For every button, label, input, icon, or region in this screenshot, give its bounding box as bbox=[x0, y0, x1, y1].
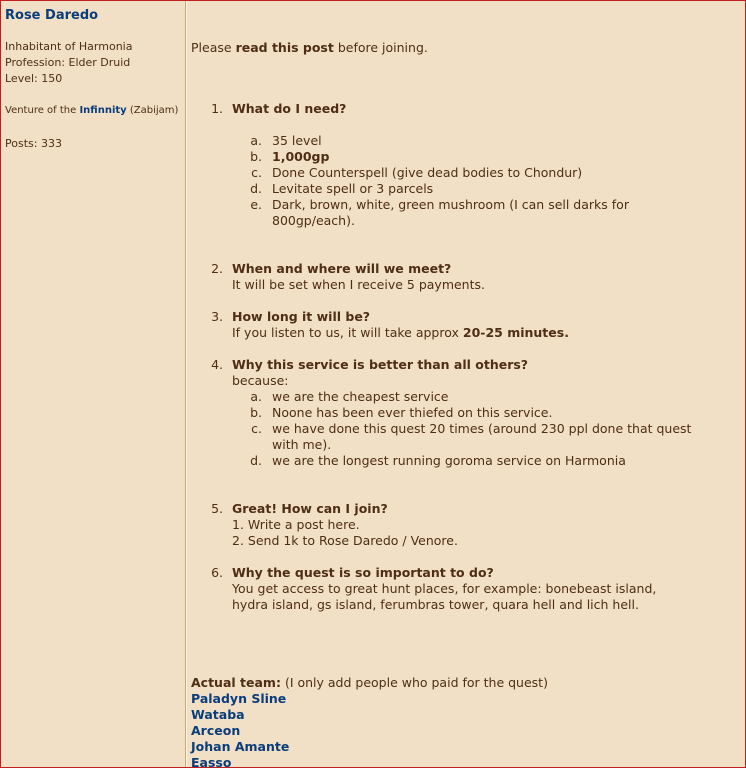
q1-number: 1. bbox=[211, 101, 223, 116]
q2-title: When and where will we meet? bbox=[232, 261, 452, 276]
venture-guild-link[interactable]: Infinnity bbox=[79, 105, 127, 116]
list-item: we are the cheapest service bbox=[272, 389, 449, 404]
list-letter: e. bbox=[250, 197, 262, 212]
q6-line: You get access to great hunt places, for example: bonebeast island, bbox=[232, 581, 657, 596]
team-member-link[interactable]: Johan Amante bbox=[191, 739, 290, 754]
author-post-count: Posts: 333 bbox=[5, 137, 62, 150]
list-item-continuation: 800gp/each). bbox=[272, 213, 355, 228]
list-letter: b. bbox=[250, 149, 262, 164]
author-venture bbox=[5, 105, 178, 116]
author-inhabitant: Inhabitant of Harmonia bbox=[5, 40, 133, 53]
author-level: Level: 150 bbox=[5, 72, 63, 85]
list-item: Done Counterspell (give dead bodies to Chondur) bbox=[272, 165, 583, 180]
intro-pre: Please bbox=[191, 40, 232, 55]
list-item: we are the longest running goroma service on Harmonia bbox=[272, 453, 626, 468]
team-heading bbox=[191, 675, 548, 691]
list-letter: a. bbox=[250, 133, 262, 148]
venture-suffix: (Zabijam) bbox=[129, 105, 179, 116]
q5-line: 1. Write a post here. bbox=[232, 517, 360, 532]
team-member-link[interactable]: Paladyn Sline bbox=[191, 691, 287, 706]
list-letter: b. bbox=[250, 405, 262, 420]
intro-bold: read this post bbox=[235, 40, 334, 55]
q6-line: hydra island, gs island, ferumbras tower, quara hell and lich hell. bbox=[232, 597, 639, 612]
q6-number: 6. bbox=[211, 565, 223, 580]
q4-title: Why this service is better than all others? bbox=[232, 357, 529, 372]
q5-number: 5. bbox=[211, 501, 223, 516]
intro-post: before joining. bbox=[337, 40, 428, 55]
author-profession: Profession: Elder Druid bbox=[5, 56, 131, 69]
q3-title: How long it will be? bbox=[232, 309, 371, 324]
venture-prefix: Venture of the bbox=[5, 105, 77, 116]
post-body bbox=[187, 1, 745, 767]
intro-line bbox=[191, 40, 428, 56]
list-item: 35 level bbox=[272, 133, 322, 148]
team-label: Actual team: bbox=[191, 675, 281, 690]
author-sidebar bbox=[1, 1, 186, 767]
q5-title: Great! How can I join? bbox=[232, 501, 388, 516]
q5-line: 2. Send 1k to Rose Daredo / Venore. bbox=[232, 533, 458, 548]
list-item-continuation: with me). bbox=[272, 437, 332, 452]
team-note: (I only add people who paid for the quest) bbox=[284, 675, 548, 690]
list-item: Noone has been ever thiefed on this service. bbox=[272, 405, 553, 420]
team-member-link[interactable]: Easso bbox=[191, 755, 232, 768]
author-name-link[interactable]: Rose Daredo bbox=[5, 8, 99, 23]
q3-number: 3. bbox=[211, 309, 223, 324]
q3-answer-text: If you listen to us, it will take approx bbox=[232, 325, 459, 340]
list-letter: a. bbox=[250, 389, 262, 404]
team-member-link[interactable]: Wataba bbox=[191, 707, 245, 722]
q1-title: What do I need? bbox=[232, 101, 347, 116]
list-letter: d. bbox=[250, 181, 262, 196]
list-item: we have done this quest 20 times (around 230 ppl done that quest bbox=[272, 421, 692, 436]
list-letter: d. bbox=[250, 453, 262, 468]
list-item: Levitate spell or 3 parcels bbox=[272, 181, 434, 196]
q4-number: 4. bbox=[211, 357, 223, 372]
q3-answer bbox=[232, 325, 569, 341]
q6-title: Why the quest is so important to do? bbox=[232, 565, 494, 580]
q3-answer-bold: 20-25 minutes. bbox=[462, 325, 569, 340]
list-item: 1,000gp bbox=[272, 149, 330, 164]
q2-number: 2. bbox=[211, 261, 223, 276]
author-info bbox=[5, 39, 132, 87]
list-letter: c. bbox=[251, 165, 262, 180]
q4-lead: because: bbox=[232, 373, 289, 388]
list-item: Dark, brown, white, green mushroom (I can sell darks for bbox=[272, 197, 629, 212]
team-member-link[interactable]: Arceon bbox=[191, 723, 241, 738]
list-letter: c. bbox=[251, 421, 262, 436]
q2-answer: It will be set when I receive 5 payments. bbox=[232, 277, 485, 292]
